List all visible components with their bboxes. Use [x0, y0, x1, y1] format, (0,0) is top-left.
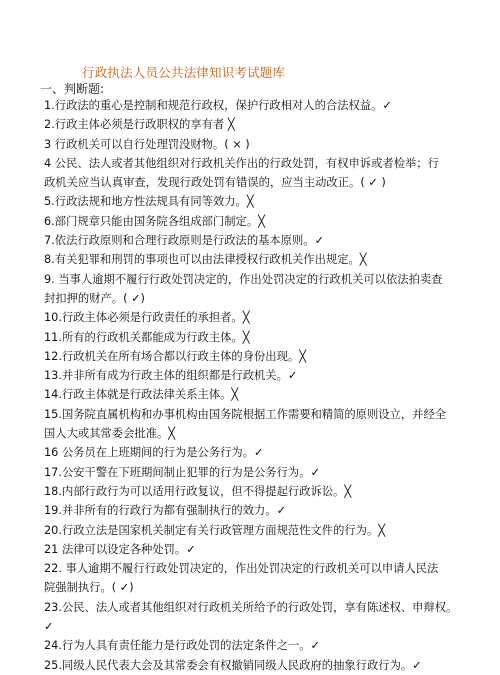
text-line: 24.行为人具有责任能力是行政处罚的法定条件之一。✓ [44, 639, 320, 653]
text-line: 9. 当事人逾期不履行行政处罚决定的，作出处罚决定的行政机关可以依法拍卖查 [44, 272, 443, 286]
text-line: 3 行政机关可以自行处理罚没财物。( × ) [44, 137, 250, 151]
text-line: 5.行政法规和地方性法规具有同等效力。╳ [44, 195, 254, 209]
text-line: 15.国务院直属机构和办事机构由国务院根据工作需要和精简的原则设立，并经全 [44, 407, 447, 421]
question-list [44, 96, 474, 675]
text-line: ✓ [44, 620, 54, 634]
text-line: 国人大或其常委会批准。╳ [44, 427, 176, 441]
text-line: 4 公民、法人或者其他组织对行政机关作出的行政处罚，有权申诉或者检举；行 [44, 156, 439, 170]
text-line: 12.行政机关在所有场合都以行政主体的身份出现。╳ [44, 349, 307, 363]
text-line: 10.行政主体必须是行政责任的承担者。╳ [44, 311, 250, 325]
text-line: 政机关应当认真审查，发现行政处罚有错误的，应当主动改正。( ✓ ) [44, 176, 386, 190]
text-line: 6.部门规章只能由国务院各组成部门制定。╳ [44, 214, 265, 228]
text-line: 7.依法行政原则和合理行政原则是行政法的基本原则。✓ [44, 234, 325, 248]
text-line: 20.行政立法是国家机关制定有关行政管理方面规范性文件的行为。╳ [44, 523, 386, 537]
text-line: 封扣押的财产。( ✓) [44, 291, 145, 305]
text-line: 2.行政主体必须是行政职权的享有者 ╳ [44, 118, 235, 132]
text-line: 25.同级人民代表大会及其常委会有权撤销同级人民政府的抽象行政行为。✓ [44, 658, 422, 672]
text-line: 14.行政主体就是行政法律关系主体。╳ [44, 388, 239, 402]
document-title: 行政执法人员公共法律知识考试题库 [82, 65, 286, 80]
text-line: 18.内部行政行为可以适用行政复议，但不得提起行政诉讼。╳ [44, 484, 352, 498]
text-line: 22. 事人逾期不履行行政处罚决定的，作出处罚决定的行政机关可以申请人民法 [44, 562, 439, 576]
section-heading: 一、判断题: [40, 82, 105, 96]
text-line: 院强制执行。( ✓) [44, 581, 134, 595]
text-line: 17.公安干警在下班期间制止犯罪的行为是公务行为。✓ [44, 465, 320, 479]
text-line: 23.公民、法人或者其他组织对行政机关所给予的行政处罚，享有陈述权、申辩权。 [44, 600, 458, 614]
text-line: 11.所有的行政机关都能成为行政主体。╳ [44, 330, 250, 344]
text-line: 8.有关犯罪和刑罚的事项也可以由法律授权行政机关作出规定。╳ [44, 253, 367, 267]
text-line: 13.并非所有成为行政主体的组织都是行政机关。✓ [44, 369, 298, 383]
text-line: 16 公务员在上班期间的行为是公务行为。✓ [44, 446, 264, 460]
text-line: 19.并非所有的行政行为都有强制执行的效力。✓ [44, 504, 287, 518]
text-line: 1.行政法的重心是控制和规范行政权，保护行政相对人的合法权益。✓ [44, 99, 392, 112]
text-line: 21 法律可以设定各种处罚。✓ [44, 542, 196, 556]
